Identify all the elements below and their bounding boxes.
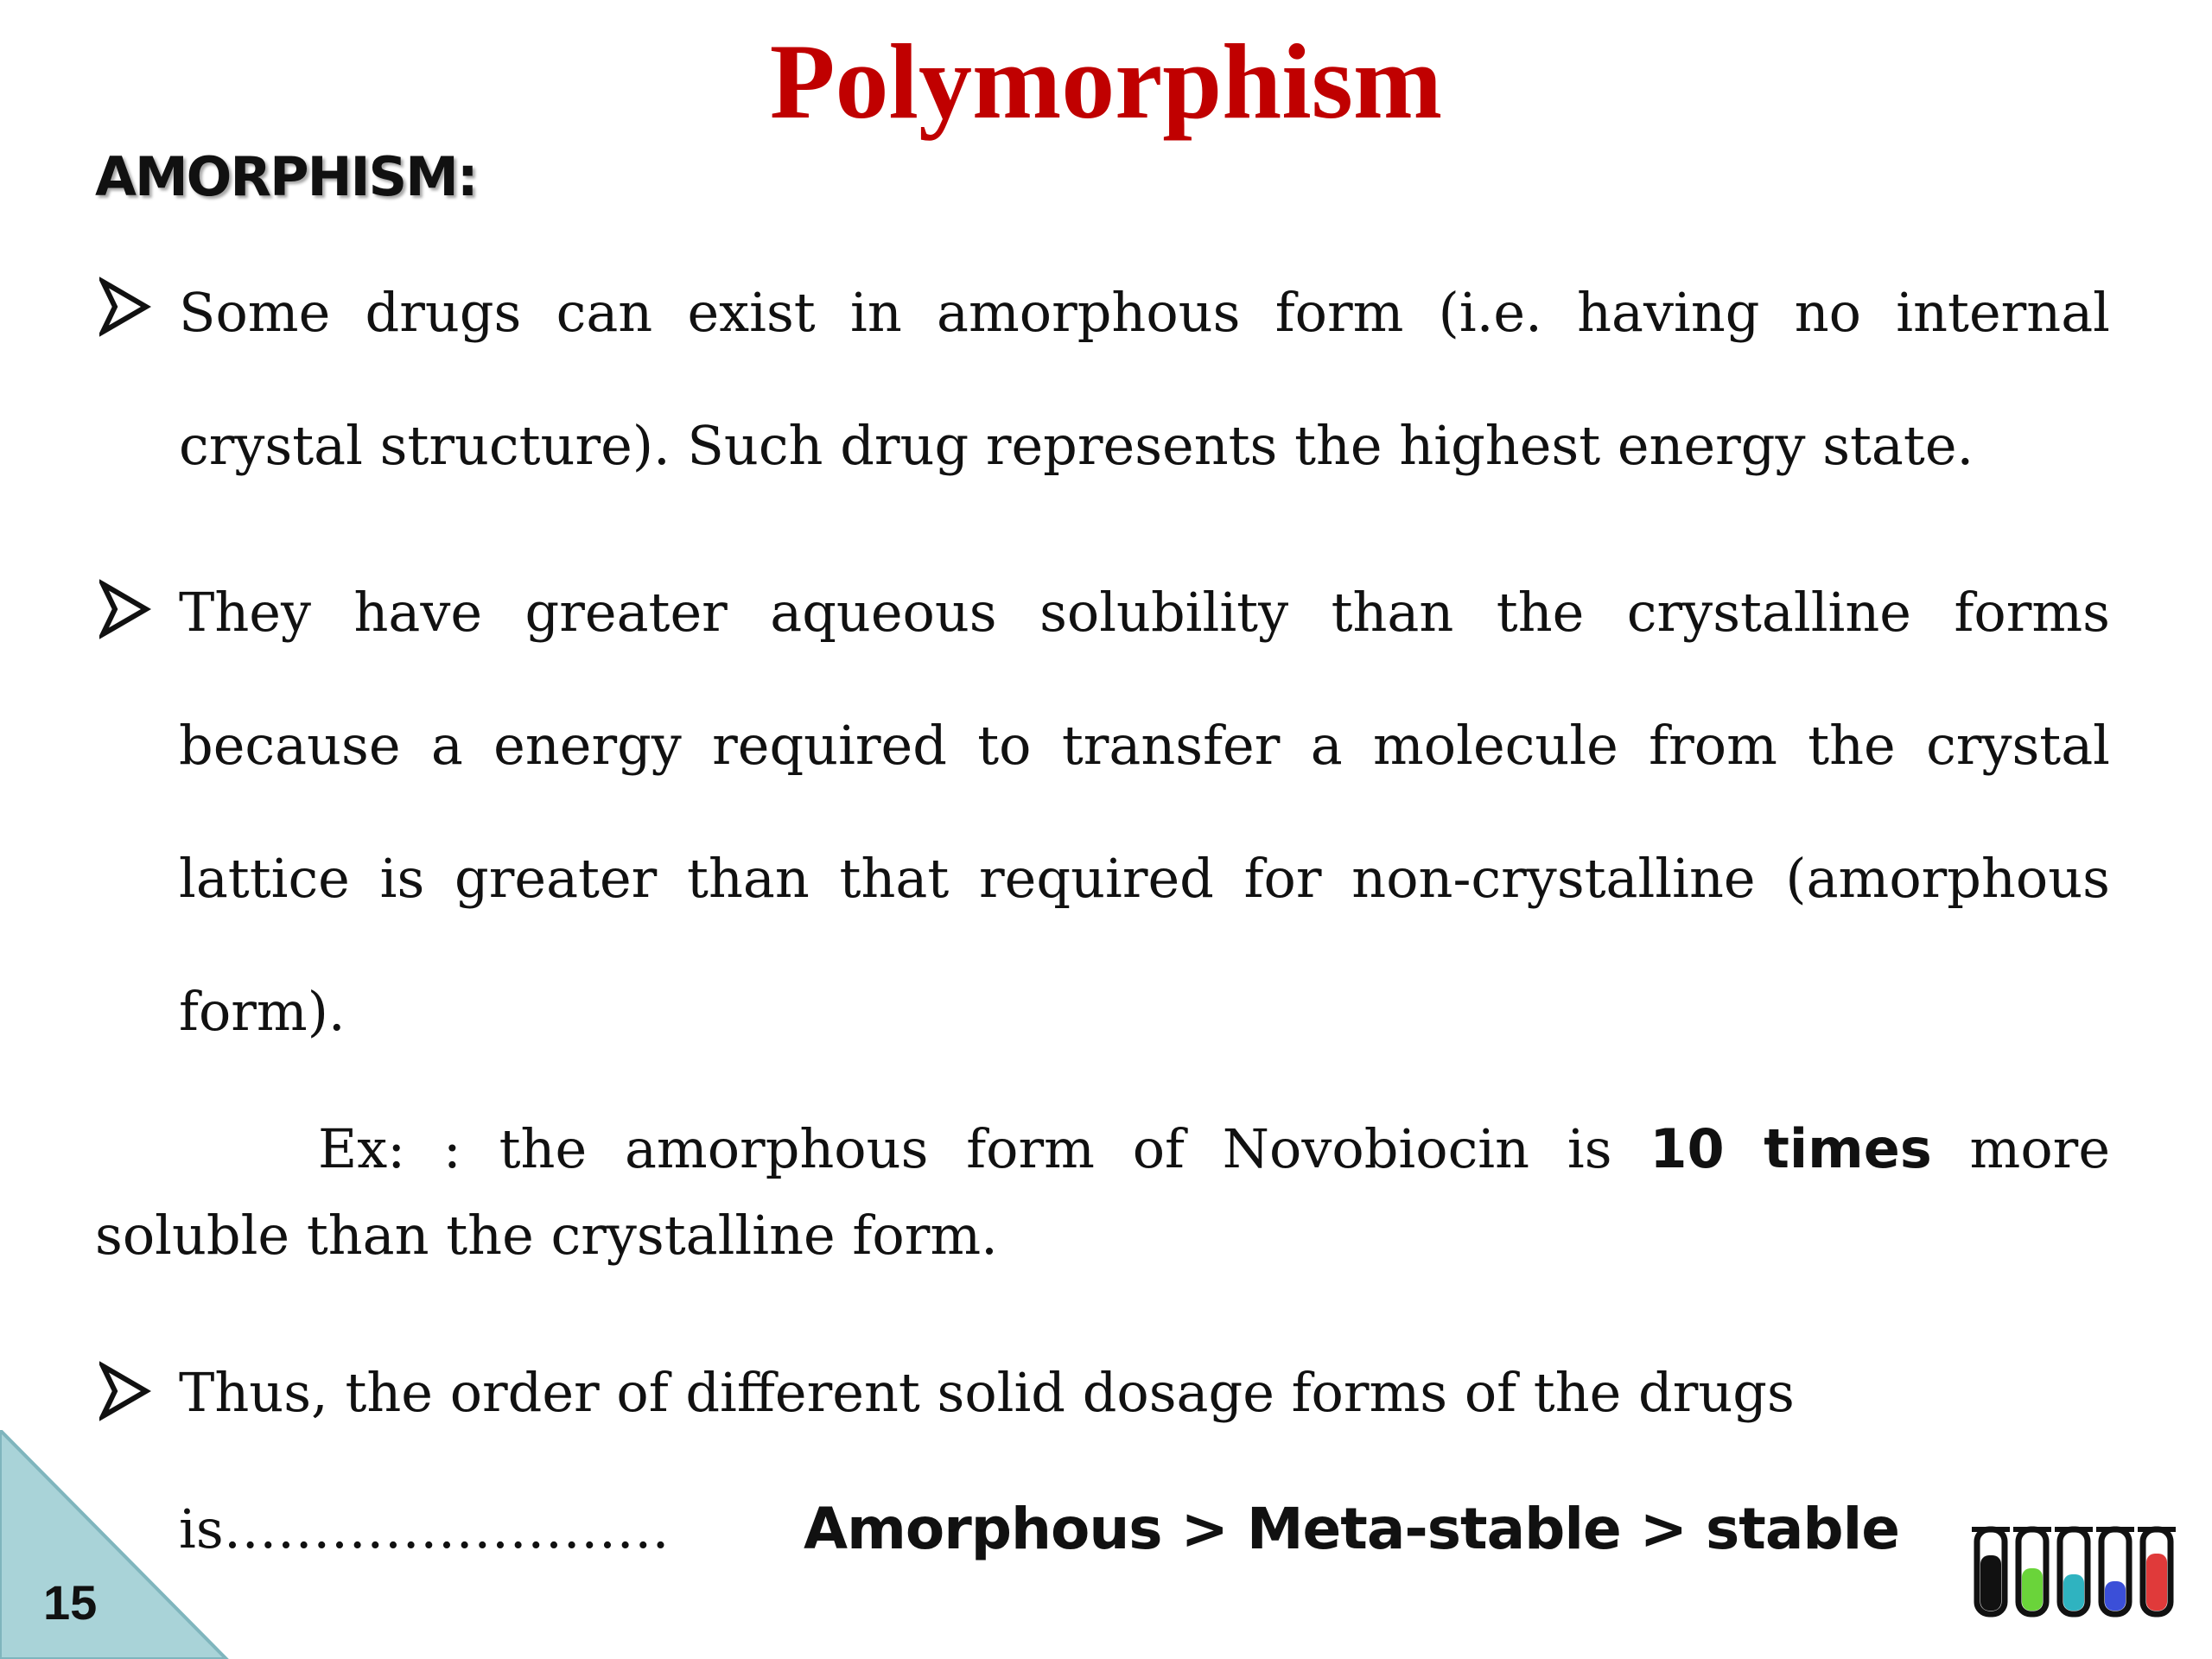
bullet-2-text: They have greater aqueous solubility than the crystalline forms because a energy required to transfer a molecule from the crystal lattice is greater than that required for non-crystalline (amorphous form).: [179, 581, 2110, 1043]
page-number: 15: [43, 1575, 98, 1630]
example-text: [95, 1106, 2110, 1279]
example-suffix: more soluble than the crystalline form.: [95, 1117, 2111, 1267]
arrowhead-bullet-icon: [99, 276, 151, 337]
bullet-1-text: Some drugs can exist in amorphous form (i.e. having no internal crystal structure). Such drug represents the highest energy state.: [179, 281, 2110, 477]
bullet-3-text: Thus, the order of different solid dosage forms of the drugs: [179, 1361, 1795, 1424]
section-heading: AMORPHISM:: [95, 145, 477, 208]
stability-order: Amorphous > Meta-stable > stable: [804, 1496, 1900, 1562]
example-emphasis: 10 times: [1649, 1117, 1932, 1180]
arrowhead-bullet-icon: [99, 579, 151, 639]
slide-title: Polymorphism: [769, 22, 1443, 141]
corner-decoration: [0, 1430, 233, 1659]
test-tubes-icon: [1970, 1521, 2182, 1620]
example-prefix: Ex: : the amorphous form of Novobiocin is: [318, 1117, 1650, 1180]
bullet-3-continuation: is…………………….: [179, 1497, 670, 1560]
arrowhead-bullet-icon: [99, 1361, 151, 1421]
